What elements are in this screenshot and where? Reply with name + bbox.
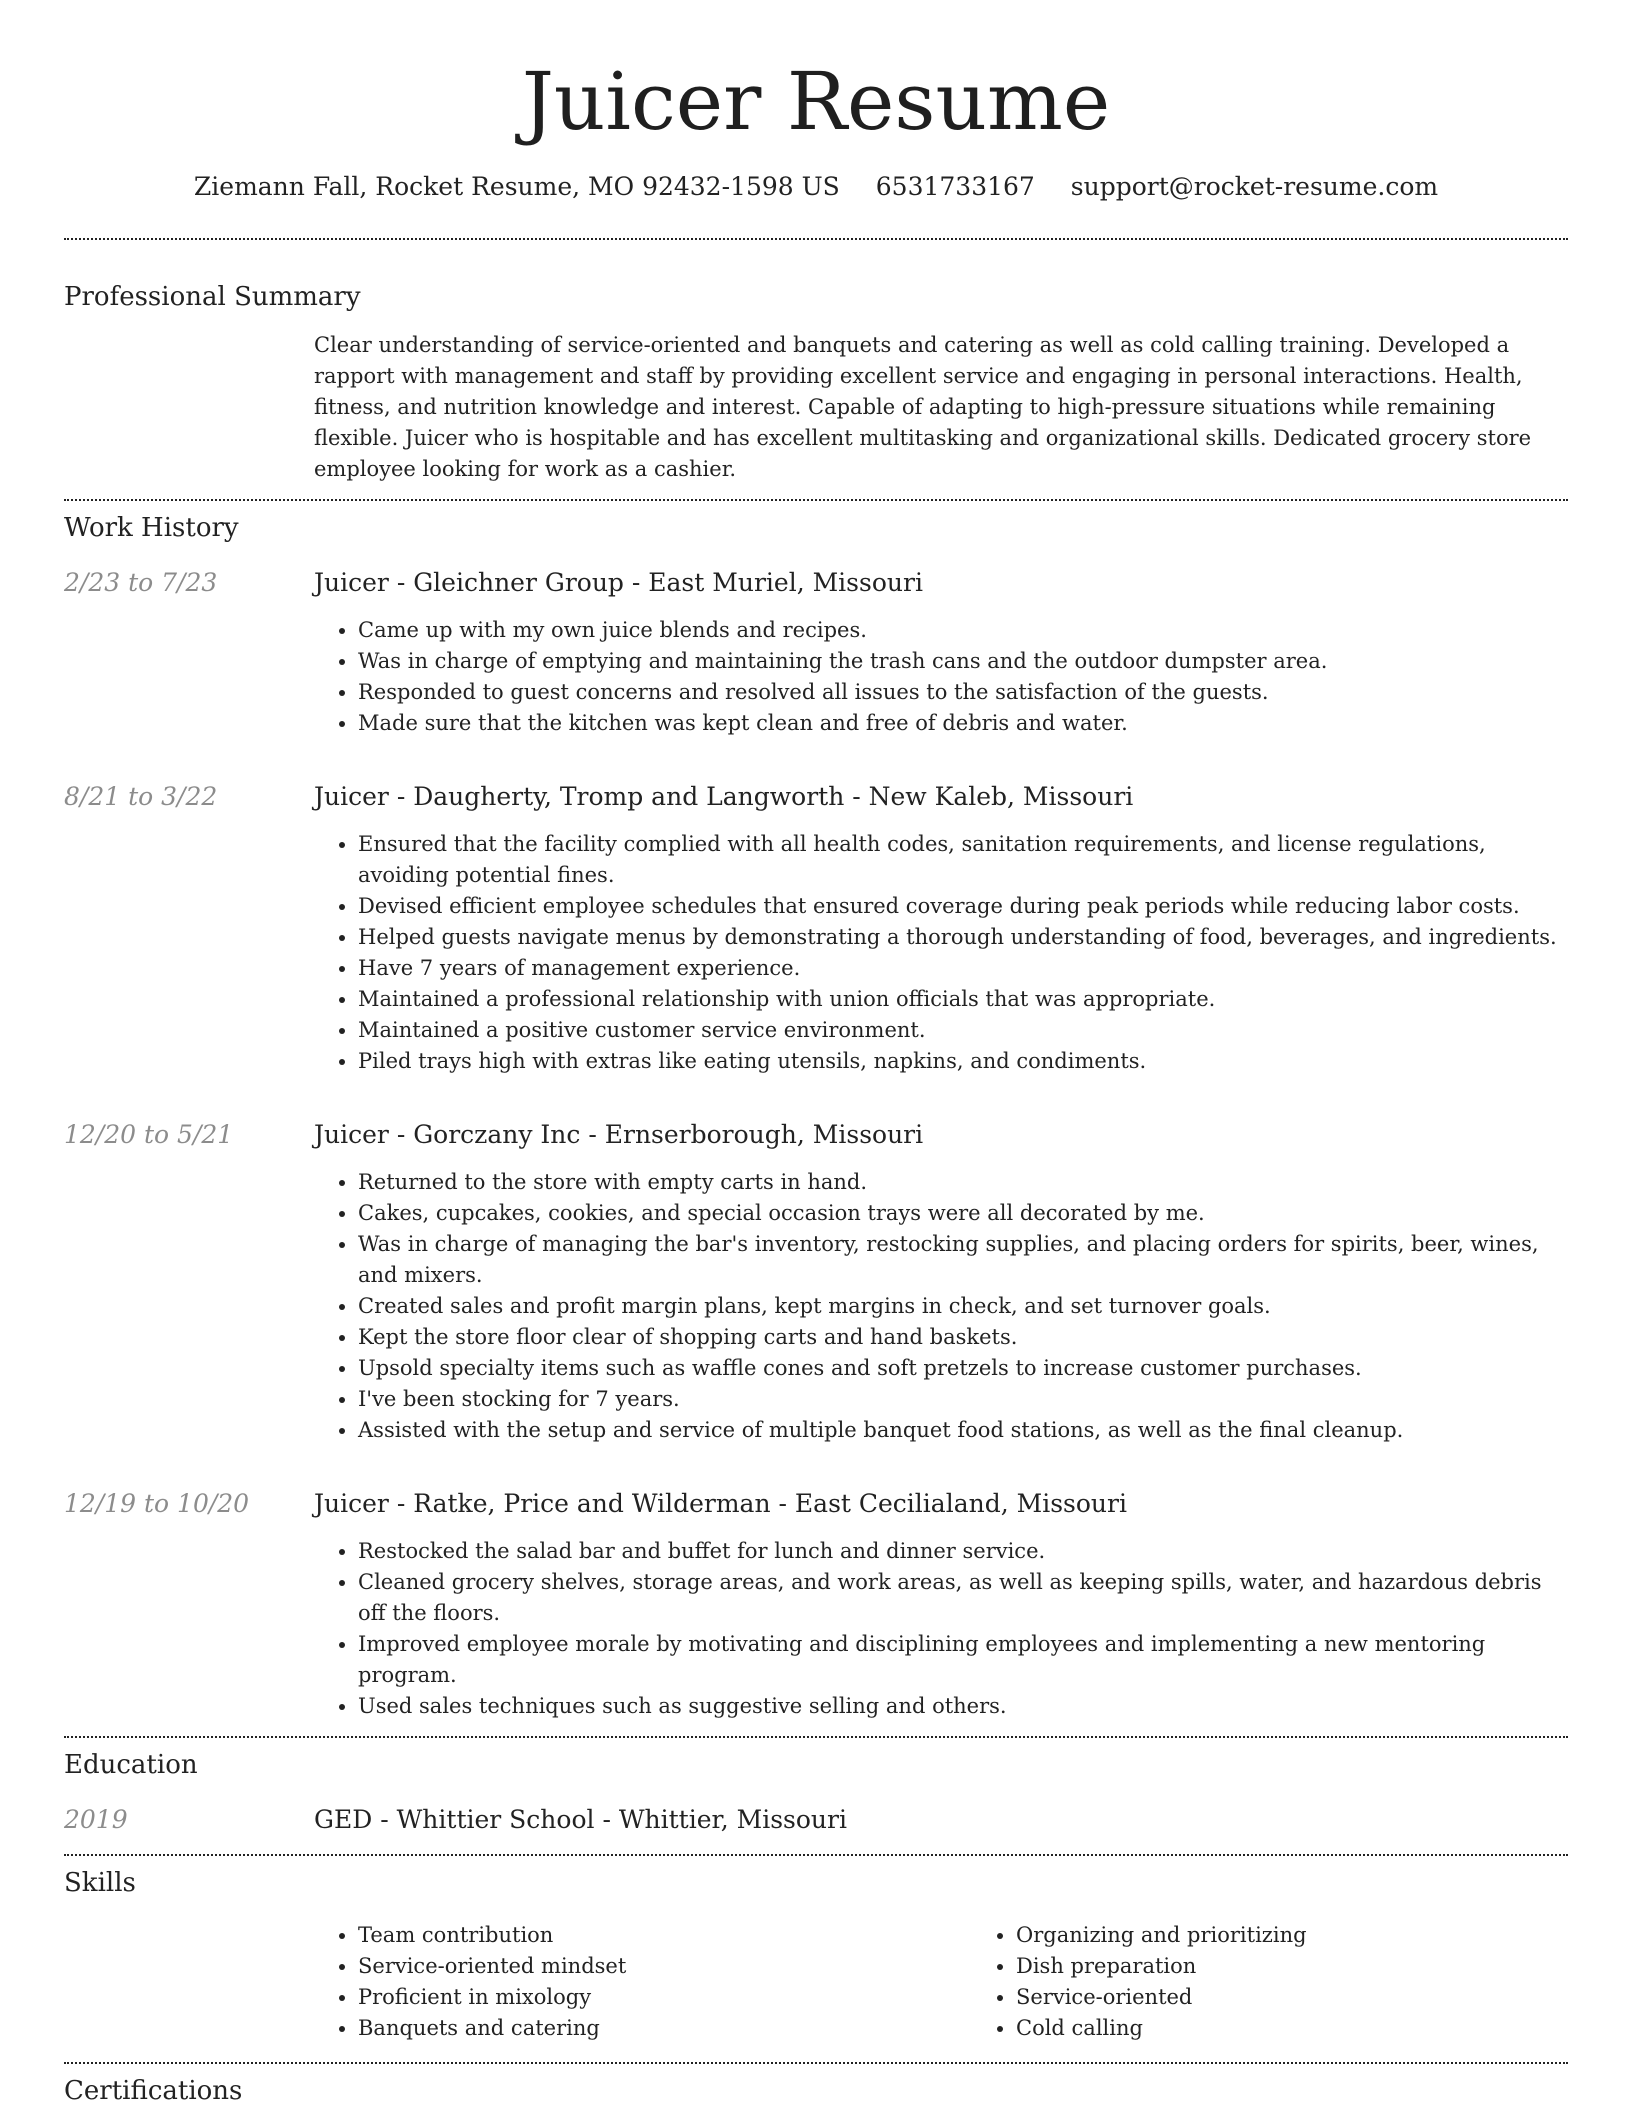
list-item: • Was in charge of emptying and maintaining the trash cans and the outdoor dumpster area. <box>358 646 1568 677</box>
list-item: • Service-oriented <box>1016 1982 1630 2013</box>
list-item: • Returned to the store with empty carts in hand. <box>358 1167 1568 1198</box>
list-item: • Cakes, cupcakes, cookies, and special occasion trays were all decorated by me. <box>358 1198 1568 1229</box>
list-item: • Assisted with the setup and service of multiple banquet food stations, as well as the final cleanup. <box>358 1415 1568 1446</box>
job-dates: 2/23 to 7/23 <box>64 568 218 597</box>
list-item: • Made sure that the kitchen was kept clean and free of debris and water. <box>358 708 1568 739</box>
job-entry <box>64 567 1568 739</box>
contact-phone: 6531733167 <box>875 172 1035 201</box>
job-bullets <box>314 829 1568 1077</box>
job-title: Juicer - Ratke, Price and Wilderman - East Cecilialand, Missouri <box>314 1489 1127 1518</box>
job-dates: 8/21 to 3/22 <box>64 782 218 811</box>
job-entry <box>64 1488 1568 1722</box>
list-item: • Upsold specialty items such as waffle cones and soft pretzels to increase customer purchases. <box>358 1353 1568 1384</box>
education-year: 2019 <box>64 1805 128 1834</box>
skills-list-left <box>314 1920 972 2044</box>
list-item: • Devised efficient employee schedules that ensured coverage during peak periods while reducing labor costs. <box>358 891 1568 922</box>
section-divider <box>64 1854 1568 1856</box>
contact-email: support@rocket-resume.com <box>1070 172 1439 201</box>
contact-address: Ziemann Fall, Rocket Resume, MO 92432-1598 US <box>193 172 840 201</box>
summary-heading: Professional Summary <box>64 282 361 312</box>
contact-line <box>64 170 1568 204</box>
education-section <box>64 1748 1568 1836</box>
job-bullets <box>314 615 1568 739</box>
certifications-section <box>64 2074 1568 2108</box>
list-item: • Team contribution <box>358 1920 972 1951</box>
list-item: • Cold calling <box>1016 2013 1630 2044</box>
job-title: Juicer - Daugherty, Tromp and Langworth - New Kaleb, Missouri <box>314 782 1134 811</box>
skills-list-right <box>972 1920 1630 2044</box>
list-item: • Helped guests navigate menus by demonstrating a thorough understanding of food, beverages, and ingredients. <box>358 922 1568 953</box>
list-item: • Maintained a positive customer service environment. <box>358 1015 1568 1046</box>
summary-spacer <box>64 330 314 485</box>
work-history-heading: Work History <box>64 513 239 543</box>
education-heading: Education <box>64 1750 198 1780</box>
list-item: • Piled trays high with extras like eating utensils, napkins, and condiments. <box>358 1046 1568 1077</box>
list-item: • Kept the store floor clear of shopping carts and hand baskets. <box>358 1322 1568 1353</box>
summary-section <box>64 280 1568 485</box>
list-item: • Proficient in mixology <box>358 1982 972 2013</box>
summary-text: Clear understanding of service-oriented and banquets and catering as well as cold calling training. Developed a rapport with management and staff by providing excellent service and engaging in personal interactions. Health, fitness, and nutrition knowledge and interest. Capable of adapting to high-pressure situations while remaining flexible. Juicer who is hospitable and has excellent multitasking and organizational skills. Dedicated grocery store employee looking for work as a cashier. <box>314 333 1532 481</box>
section-divider <box>64 238 1568 240</box>
list-item: • Ensured that the facility complied with all health codes, sanitation requirements, and license regulations, avoiding potential fines. <box>358 829 1568 891</box>
list-item: • Restocked the salad bar and buffet for lunch and dinner service. <box>358 1536 1568 1567</box>
skills-spacer <box>64 1920 314 2044</box>
section-divider <box>64 1736 1568 1738</box>
list-item: • Banquets and catering <box>358 2013 972 2044</box>
list-item: • Service-oriented mindset <box>358 1951 972 1982</box>
section-divider <box>64 499 1568 501</box>
job-bullets <box>314 1536 1568 1722</box>
list-item: • I've been stocking for 7 years. <box>358 1384 1568 1415</box>
job-title: Juicer - Gleichner Group - East Muriel, Missouri <box>314 568 923 597</box>
list-item: • Maintained a professional relationship with union officials that was appropriate. <box>358 984 1568 1015</box>
job-entry <box>64 781 1568 1077</box>
list-item: • Have 7 years of management experience. <box>358 953 1568 984</box>
job-dates: 12/19 to 10/20 <box>64 1489 250 1518</box>
list-item: • Dish preparation <box>1016 1951 1630 1982</box>
list-item: • Created sales and profit margin plans, kept margins in check, and set turnover goals. <box>358 1291 1568 1322</box>
work-history-section <box>64 511 1568 1722</box>
job-bullets <box>314 1167 1568 1446</box>
skills-section <box>64 1866 1568 2044</box>
education-entry: GED - Whittier School - Whittier, Missouri <box>314 1805 847 1834</box>
resume-title: Juicer Resume <box>521 55 1111 148</box>
job-dates: 12/20 to 5/21 <box>64 1120 234 1149</box>
list-item: • Used sales techniques such as suggestive selling and others. <box>358 1691 1568 1722</box>
job-entry <box>64 1119 1568 1446</box>
section-divider <box>64 2062 1568 2064</box>
list-item: • Came up with my own juice blends and recipes. <box>358 615 1568 646</box>
list-item: • Improved employee morale by motivating and disciplining employees and implementing a new mentoring program. <box>358 1629 1568 1691</box>
list-item: • Was in charge of managing the bar's inventory, restocking supplies, and placing orders for spirits, beer, wines, and mixers. <box>358 1229 1568 1291</box>
skills-heading: Skills <box>64 1868 136 1898</box>
list-item: • Cleaned grocery shelves, storage areas, and work areas, as well as keeping spills, water, and hazardous debris off the floors. <box>358 1567 1568 1629</box>
certifications-heading: Certifications <box>64 2076 243 2106</box>
list-item: • Organizing and prioritizing <box>1016 1920 1630 1951</box>
job-title: Juicer - Gorczany Inc - Ernserborough, Missouri <box>314 1120 924 1149</box>
list-item: • Responded to guest concerns and resolved all issues to the satisfaction of the guests. <box>358 677 1568 708</box>
